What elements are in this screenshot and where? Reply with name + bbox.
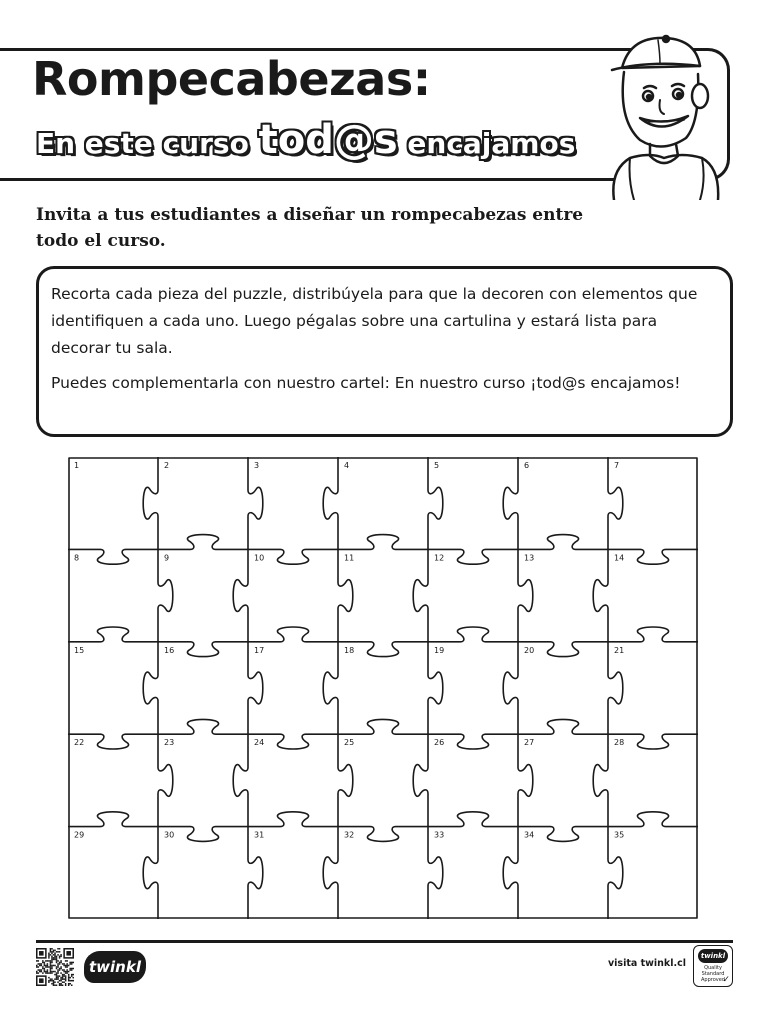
puzzle-edge-vertical — [608, 457, 623, 549]
piece-number: 14 — [614, 553, 625, 563]
piece-number: 6 — [524, 461, 530, 470]
piece-number: 18 — [344, 645, 355, 655]
piece-number: 23 — [164, 738, 175, 748]
piece-number: 2 — [164, 461, 170, 470]
puzzle-edge-horizontal — [68, 627, 158, 642]
puzzle-edge-vertical — [323, 457, 338, 549]
puzzle-edge-vertical — [428, 827, 443, 919]
instructions-paragraph-2: Puedes complementarla con nuestro cartel: En nuestro curso ¡tod@s encajamos! — [51, 374, 681, 392]
puzzle-edge-vertical — [608, 642, 623, 734]
puzzle-edge-horizontal — [608, 627, 698, 642]
piece-number: 22 — [74, 738, 85, 748]
puzzle-edge-vertical — [593, 549, 608, 641]
piece-number: 32 — [344, 830, 355, 840]
boy-mascot-illustration — [600, 30, 730, 200]
piece-number: 7 — [614, 461, 620, 470]
piece-number: 28 — [614, 738, 625, 748]
puzzle-edge-vertical — [428, 457, 443, 549]
piece-number: 34 — [524, 830, 535, 840]
piece-number: 12 — [434, 553, 445, 563]
puzzle-edge-vertical — [158, 549, 173, 641]
checkmark-icon: ✓ — [722, 975, 730, 985]
piece-number: 15 — [74, 645, 85, 655]
piece-number: 16 — [164, 645, 175, 655]
puzzle-edge-vertical — [233, 549, 248, 641]
badge-text: Quality Standard Approved — [701, 965, 725, 983]
puzzle-edge-vertical — [518, 734, 533, 826]
piece-number: 20 — [524, 645, 535, 655]
subtitle-post: encajamos — [407, 127, 576, 160]
subtitle-pre: En este curso — [36, 127, 249, 160]
piece-number: 33 — [434, 830, 445, 840]
puzzle-edge-horizontal — [68, 549, 158, 564]
puzzle-edge-vertical — [338, 734, 353, 826]
puzzle-edge-vertical — [413, 734, 428, 826]
puzzle-edge-vertical — [413, 549, 428, 641]
piece-number: 10 — [254, 553, 265, 563]
puzzle-edge-horizontal — [428, 627, 518, 642]
puzzle-edge-vertical — [248, 642, 263, 734]
puzzle-labels — [74, 461, 624, 840]
piece-number: 11 — [344, 553, 355, 563]
puzzle-edge-vertical — [338, 549, 353, 641]
instructions-box — [36, 266, 733, 437]
piece-number: 17 — [254, 645, 265, 655]
puzzle-edge-horizontal — [518, 535, 608, 550]
puzzle-edge-vertical — [143, 457, 158, 549]
puzzle-edge-vertical — [608, 827, 623, 919]
puzzle-edge-vertical — [143, 827, 158, 919]
page-title: Rompecabezas: — [32, 52, 431, 106]
puzzle-edge-vertical — [593, 734, 608, 826]
puzzle-edge-horizontal — [248, 812, 338, 827]
piece-number: 21 — [614, 645, 625, 655]
badge-logo: twinkl — [698, 949, 728, 963]
puzzle-edge-vertical — [518, 549, 533, 641]
footer-divider — [36, 940, 733, 943]
puzzle-edge-vertical — [503, 642, 518, 734]
puzzle-edge-horizontal — [428, 812, 518, 827]
puzzle-edge-vertical — [323, 642, 338, 734]
piece-number: 31 — [254, 830, 265, 840]
piece-number: 9 — [164, 553, 170, 563]
piece-number: 30 — [164, 830, 175, 840]
puzzle-edge-vertical — [503, 457, 518, 549]
puzzle-edge-horizontal — [338, 535, 428, 550]
piece-number: 29 — [74, 830, 85, 840]
puzzle-edge-horizontal — [518, 719, 608, 734]
puzzle-edge-horizontal — [248, 627, 338, 642]
intro-text: Invita a tus estudiantes a diseñar un rompecabezas entre todo el curso. — [36, 205, 584, 251]
piece-number: 25 — [344, 738, 355, 748]
puzzle-edge-vertical — [233, 734, 248, 826]
piece-number: 3 — [254, 461, 260, 470]
puzzle-edge-horizontal — [158, 535, 248, 550]
subtitle-highlight: tod@s — [258, 117, 398, 163]
puzzle-edge-vertical — [143, 642, 158, 734]
piece-number: 26 — [434, 738, 445, 748]
twinkl-logo[interactable]: twinkl — [84, 951, 146, 983]
page-subtitle — [36, 117, 576, 163]
puzzle-border — [69, 458, 697, 918]
visit-link[interactable]: visita twinkl.cl — [607, 958, 686, 969]
puzzle-outline — [68, 457, 698, 919]
piece-number: 27 — [524, 738, 535, 748]
puzzle-edge-vertical — [323, 827, 338, 919]
puzzle-edge-vertical — [428, 642, 443, 734]
piece-number: 8 — [74, 553, 80, 563]
piece-number: 4 — [344, 461, 350, 470]
piece-number: 5 — [434, 461, 440, 470]
puzzle-edge-horizontal — [338, 719, 428, 734]
piece-number: 35 — [614, 830, 625, 840]
puzzle-edge-vertical — [248, 827, 263, 919]
piece-number: 24 — [254, 738, 265, 748]
piece-number: 13 — [524, 553, 535, 563]
quality-badge — [693, 945, 733, 987]
puzzle-edge-vertical — [503, 827, 518, 919]
puzzle-edge-horizontal — [158, 719, 248, 734]
puzzle-edge-vertical — [248, 457, 263, 549]
puzzle-grid — [68, 457, 698, 919]
puzzle-edge-horizontal — [68, 812, 158, 827]
instructions-paragraph-1: Recorta cada pieza del puzzle, distribúyela para que la decoren con elementos que identifiquen a cada uno. Luego pégalas sobre una cartulina y estará lista para decorar tu sala. — [51, 285, 698, 357]
piece-number: 1 — [74, 461, 80, 470]
puzzle-edge-vertical — [158, 734, 173, 826]
qr-code — [36, 948, 74, 986]
piece-number: 19 — [434, 645, 445, 655]
puzzle-edge-horizontal — [608, 812, 698, 827]
